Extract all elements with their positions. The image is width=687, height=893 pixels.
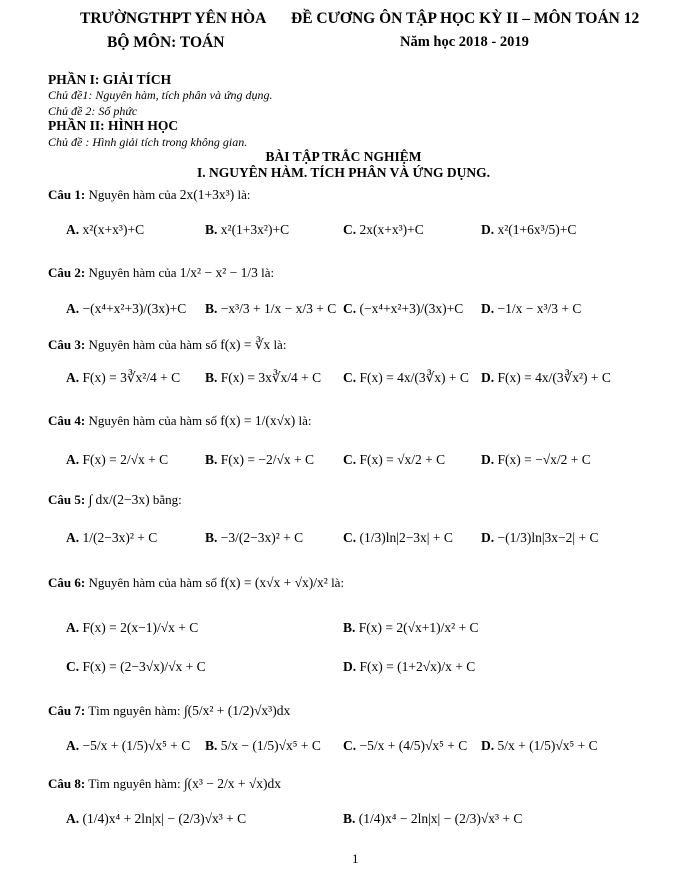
option-expr: F(x) = −√x/2 + C	[497, 452, 591, 467]
document-title: ĐỀ CƯƠNG ÔN TẬP HỌC KỲ II – MÔN TOÁN 12	[291, 10, 640, 27]
question-label: Câu 5:	[48, 492, 86, 507]
option-expr: F(x) = √x/2 + C	[359, 452, 446, 467]
option-letter: A.	[66, 370, 83, 385]
section-subtitle: I. NGUYÊN HÀM. TÍCH PHÂN VÀ ỨNG DỤNG.	[196, 165, 490, 180]
question-tail: là:	[298, 413, 312, 428]
question-text: Nguyên hàm của hàm số	[88, 413, 217, 428]
option-letter: A.	[66, 222, 83, 237]
option-letter: B.	[205, 738, 221, 753]
option-expr: −x³/3 + 1/x − x/3 + C	[220, 301, 337, 316]
option-d	[481, 530, 599, 546]
option-expr: x²(1+6x³/5)+C	[497, 222, 577, 237]
question-text: Nguyên hàm của hàm số	[88, 575, 217, 590]
option-expr: (−x⁴+x²+3)/(3x)+C	[359, 301, 464, 316]
page-number: 1	[352, 851, 359, 866]
option-letter: B.	[205, 530, 221, 545]
question-expr: ∫(x³ − 2/x + √x)dx	[183, 776, 282, 791]
option-b	[205, 222, 289, 238]
question-text: Nguyên hàm của	[88, 265, 177, 280]
option-c	[343, 738, 467, 754]
option-expr: −(x⁴+x²+3)/(3x)+C	[82, 301, 187, 316]
option-expr: −5/x + (1/5)√x⁵ + C	[82, 738, 191, 753]
option-letter: A.	[66, 530, 83, 545]
option-d	[343, 659, 475, 675]
option-letter: A.	[66, 811, 83, 826]
option-expr: −1/x − x³/3 + C	[497, 301, 582, 316]
option-expr: F(x) = 2/√x + C	[82, 452, 169, 467]
question-8	[48, 776, 281, 792]
question-text: Tìm nguyên hàm:	[88, 703, 181, 718]
question-label: Câu 2:	[48, 265, 86, 280]
question-6	[48, 575, 344, 591]
option-expr: F(x) = 3∛x²/4 + C	[82, 370, 181, 385]
option-a	[66, 620, 198, 636]
option-letter: B.	[205, 301, 221, 316]
option-expr: 5/x + (1/5)√x⁵ + C	[497, 738, 598, 753]
option-expr: F(x) = −2/√x + C	[220, 452, 315, 467]
option-letter: D.	[343, 659, 360, 674]
option-letter: A.	[66, 620, 83, 635]
option-expr: −3/(2−3x)² + C	[220, 530, 304, 545]
option-letter: C.	[343, 452, 360, 467]
question-label: Câu 4:	[48, 413, 86, 428]
question-expr: 1/x² − x² − 1/3	[179, 265, 258, 280]
option-letter: A.	[66, 301, 83, 316]
option-d	[481, 301, 581, 317]
topic2: Chủ đề 2: Số phức	[48, 104, 138, 118]
option-expr: x²(x+x³)+C	[82, 222, 145, 237]
option-d	[481, 222, 576, 238]
option-expr: 5/x − (1/5)√x⁵ + C	[220, 738, 321, 753]
option-expr: F(x) = (1+2√x)/x + C	[359, 659, 476, 674]
question-4	[48, 413, 312, 429]
option-letter: D.	[481, 222, 498, 237]
option-letter: D.	[481, 452, 498, 467]
option-letter: D.	[481, 530, 498, 545]
option-d	[481, 738, 598, 754]
option-expr: F(x) = (2−3√x)/√x + C	[82, 659, 206, 674]
question-label: Câu 1:	[48, 187, 86, 202]
option-letter: C.	[343, 530, 360, 545]
option-expr: 1/(2−3x)² + C	[82, 530, 158, 545]
option-expr: (1/4)x⁴ + 2ln|x| − (2/3)√x³ + C	[82, 811, 247, 826]
option-a	[66, 811, 246, 827]
question-text: Nguyên hàm của hàm số	[88, 337, 217, 352]
option-d	[481, 370, 611, 386]
part1-heading: PHẦN I: GIẢI TÍCH	[48, 72, 172, 87]
option-expr: F(x) = 4x/(3∛x²) + C	[497, 370, 611, 385]
school-year: Năm học 2018 - 2019	[400, 34, 529, 50]
option-c	[343, 530, 453, 546]
option-b	[205, 370, 321, 386]
question-7	[48, 703, 290, 719]
question-tail: là:	[273, 337, 287, 352]
question-expr: f(x) = 1/(x√x)	[220, 413, 296, 428]
topic1: Chủ đề1: Nguyên hàm, tích phân và ứng dụng.	[48, 88, 273, 102]
question-expr: ∫ dx/(2−3x)	[88, 492, 150, 507]
option-expr: −5/x + (4/5)√x⁵ + C	[359, 738, 468, 753]
question-tail: bằng:	[152, 492, 182, 507]
option-b	[205, 530, 303, 546]
option-letter: A.	[66, 452, 83, 467]
question-1	[48, 187, 250, 203]
option-letter: C.	[343, 222, 360, 237]
option-a	[66, 222, 144, 238]
option-letter: B.	[205, 370, 221, 385]
option-c	[343, 452, 445, 468]
question-3	[48, 337, 286, 353]
option-c	[343, 301, 463, 317]
option-letter: C.	[343, 738, 360, 753]
question-tail: là:	[261, 265, 275, 280]
section-title: BÀI TẬP TRẮC NGHIỆM	[265, 149, 422, 164]
option-letter: D.	[481, 370, 498, 385]
option-b	[205, 738, 321, 754]
option-expr: x²(1+3x²)+C	[220, 222, 290, 237]
option-d	[481, 452, 591, 468]
question-expr: f(x) = ∛x	[220, 337, 271, 352]
option-c	[66, 659, 206, 675]
question-label: Câu 7:	[48, 703, 86, 718]
option-letter: D.	[481, 301, 498, 316]
option-expr: (1/4)x⁴ − 2ln|x| − (2/3)√x³ + C	[358, 811, 523, 826]
option-a	[66, 301, 186, 317]
option-letter: B.	[205, 222, 221, 237]
option-b	[205, 452, 314, 468]
option-expr: 2x(x+x³)+C	[359, 222, 424, 237]
option-expr: −(1/3)ln|3x−2| + C	[497, 530, 599, 545]
option-letter: C.	[66, 659, 83, 674]
question-text: Nguyên hàm của	[88, 187, 177, 202]
question-label: Câu 6:	[48, 575, 86, 590]
option-letter: C.	[343, 370, 360, 385]
question-expr: f(x) = (x√x + √x)/x²	[220, 575, 328, 590]
option-a	[66, 738, 190, 754]
option-letter: B.	[205, 452, 221, 467]
question-text: Tìm nguyên hàm:	[88, 776, 181, 791]
question-tail: là:	[237, 187, 251, 202]
option-letter: B.	[343, 811, 359, 826]
question-5	[48, 492, 182, 508]
option-letter: D.	[481, 738, 498, 753]
option-expr: F(x) = 2(x−1)/√x + C	[82, 620, 199, 635]
topic3: Chủ đề : Hình giải tích trong không gian.	[48, 135, 248, 149]
option-b	[343, 811, 522, 827]
option-expr: F(x) = 2(√x+1)/x² + C	[358, 620, 479, 635]
question-label: Câu 3:	[48, 337, 86, 352]
question-label: Câu 8:	[48, 776, 86, 791]
option-b	[343, 620, 479, 636]
option-b	[205, 301, 336, 317]
option-letter: C.	[343, 301, 360, 316]
option-expr: (1/3)ln|2−3x| + C	[359, 530, 453, 545]
option-letter: A.	[66, 738, 83, 753]
option-a	[66, 530, 157, 546]
option-a	[66, 452, 168, 468]
part2-heading: PHẦN II: HÌNH HỌC	[48, 118, 179, 133]
option-c	[343, 222, 424, 238]
option-letter: B.	[343, 620, 359, 635]
question-expr: 2x(1+3x³)	[179, 187, 235, 202]
option-a	[66, 370, 180, 386]
option-expr: F(x) = 3x∛x/4 + C	[220, 370, 322, 385]
option-c	[343, 370, 469, 386]
question-expr: ∫(5/x² + (1/2)√x³)dx	[183, 703, 291, 718]
question-2	[48, 265, 274, 281]
department: BỘ MÔN: TOÁN	[107, 34, 225, 51]
school-name: TRƯỜNGTHPT YÊN HÒA	[80, 10, 267, 27]
option-expr: F(x) = 4x/(3∛x) + C	[359, 370, 469, 385]
question-tail: là:	[331, 575, 345, 590]
